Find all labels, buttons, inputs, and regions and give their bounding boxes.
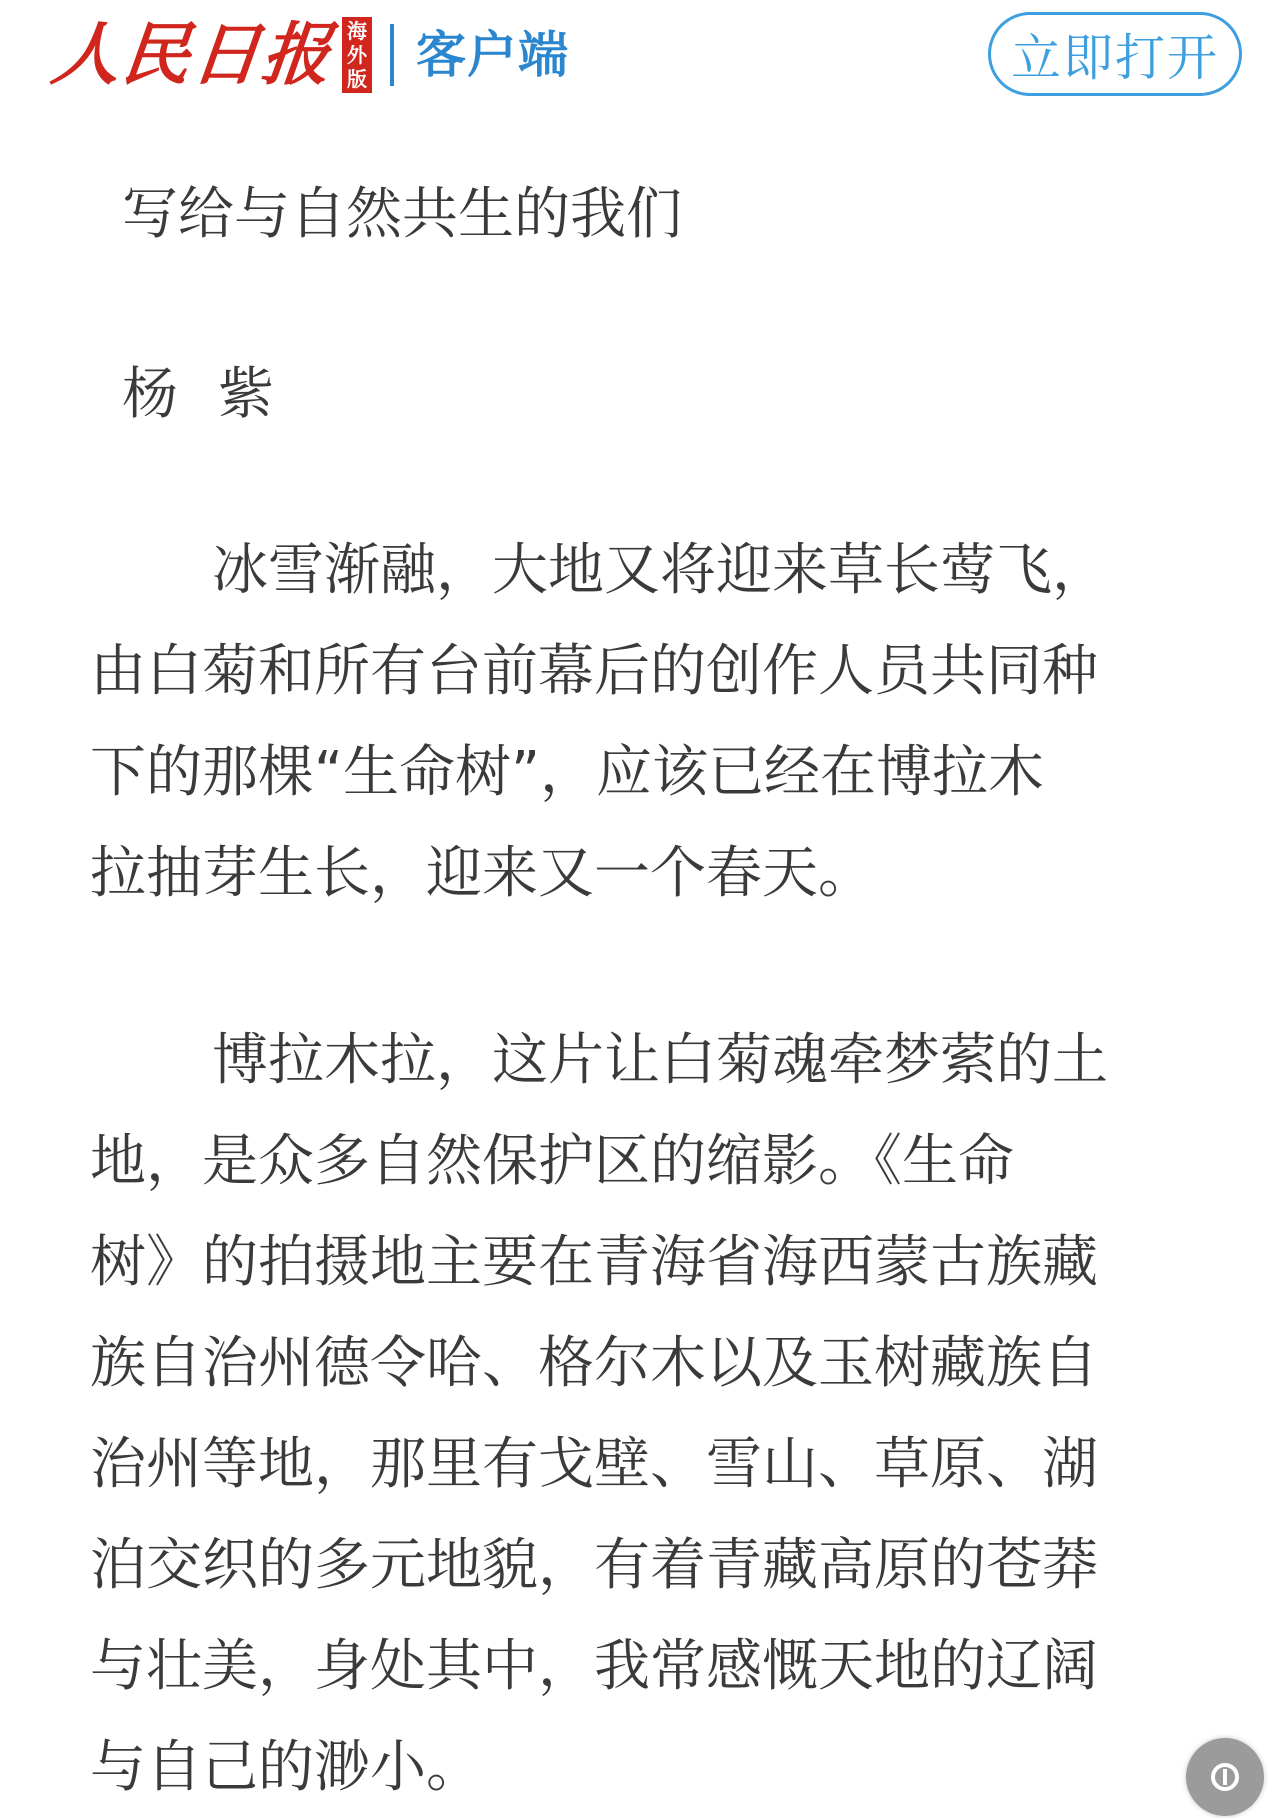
paragraph-line: 泊交织的多元地貌，有着青藏高原的苍莽 — [90, 1533, 1098, 1598]
paragraph-line: 与壮美，身处其中，我常感慨天地的辽阔 — [90, 1634, 1098, 1699]
edition-char-1: 海 — [347, 19, 368, 43]
scroll-indicator-icon — [1208, 1760, 1242, 1794]
logo-client-label: 客户端 — [416, 26, 570, 84]
paragraph-line: 冰雪渐融，大地又将迎来草长莺飞， — [212, 538, 1108, 603]
logo-brand: 人民日报 — [47, 15, 337, 95]
paragraph-line: 博拉木拉，这片让白菊魂牵梦萦的土 — [212, 1028, 1108, 1093]
paragraph-line: 树》的拍摄地主要在青海省海西蒙古族藏 — [90, 1230, 1098, 1295]
article-title: 写给与自然共生的我们 — [122, 182, 682, 247]
article-paragraph-1 — [90, 520, 1205, 924]
paragraph-line: 治州等地，那里有戈壁、雪山、草原、湖 — [90, 1432, 1098, 1497]
app-header — [0, 0, 1284, 120]
paragraph-line: 下的那棵“生命树”，应该已经在博拉木 — [90, 740, 1045, 805]
paragraph-line: 族自治州德令哈、格尔木以及玉树藏族自 — [90, 1331, 1098, 1396]
scroll-indicator-badge[interactable] — [1186, 1738, 1264, 1816]
logo[interactable] — [47, 10, 570, 100]
article-paragraph-2 — [90, 1010, 1205, 1818]
article-author: 杨紫 — [122, 362, 314, 427]
paragraph-line: 与自己的渺小。 — [90, 1735, 482, 1800]
open-app-button[interactable]: 立即打开 — [988, 12, 1242, 96]
logo-edition-badge — [342, 17, 372, 93]
paragraph-line: 由白菊和所有台前幕后的创作人员共同种 — [90, 639, 1098, 704]
paragraph-line: 地，是众多自然保护区的缩影。《生命 — [90, 1129, 1014, 1194]
edition-char-2: 外 — [347, 43, 368, 67]
logo-divider — [390, 24, 394, 86]
paragraph-line: 拉抽芽生长，迎来又一个春天。 — [90, 841, 874, 906]
edition-char-3: 版 — [347, 67, 368, 91]
